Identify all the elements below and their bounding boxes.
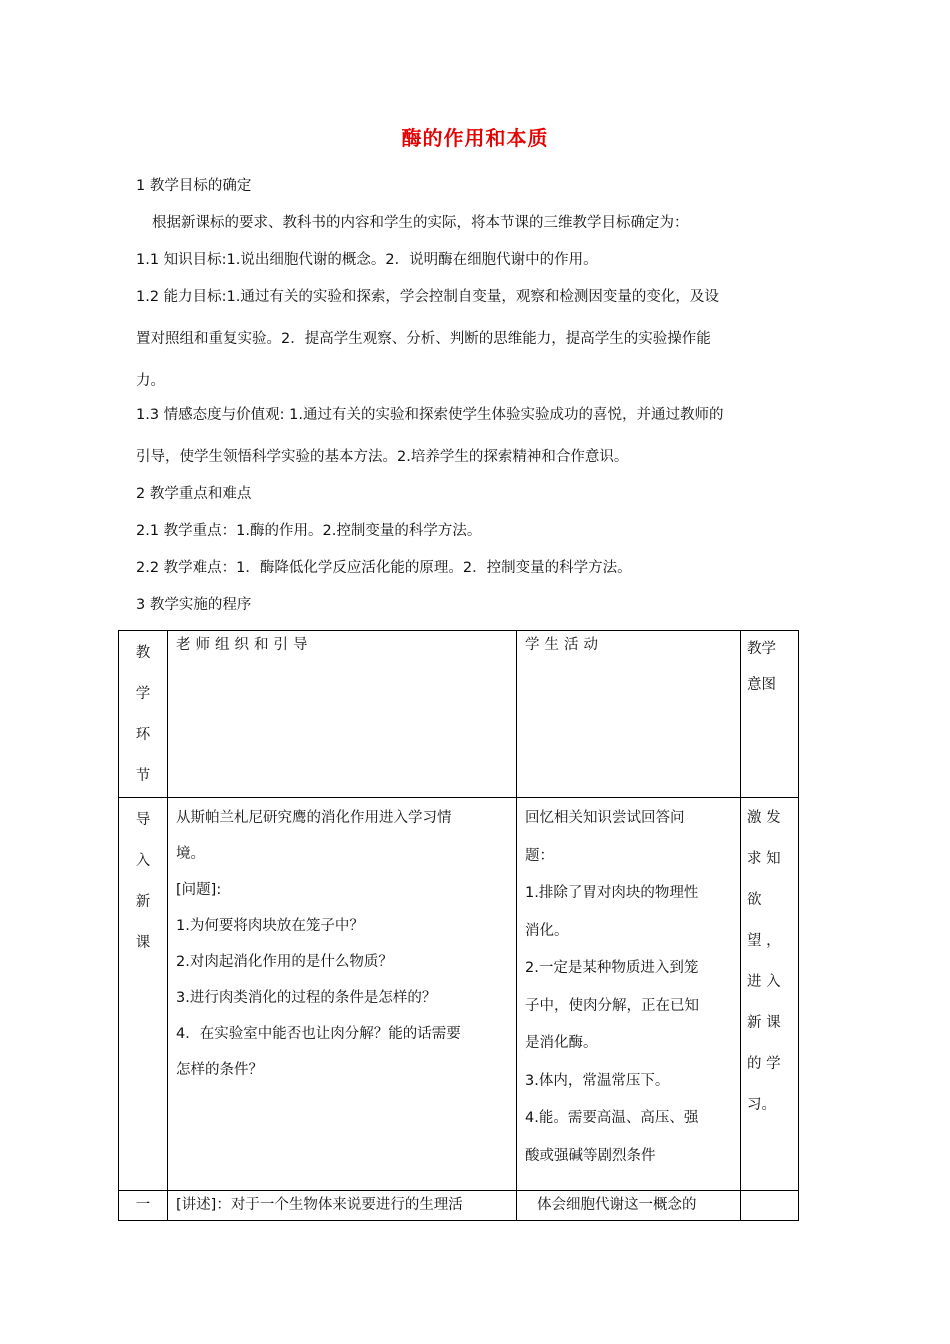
purpose-line: 习。 [747,1097,776,1113]
key-point: 2.1 教学重点：1.酶的作用。2.控制变量的科学方法。 [136,523,482,539]
teacher-line: 怎样的条件？ [176,1062,263,1078]
student-line: 消化。 [525,922,569,939]
student-cell [517,1191,741,1221]
student-line: 体会细胞代谢这一概念的 [537,1197,697,1213]
header-purpose-line: 意图 [747,677,776,693]
stage-char: 课 [135,935,151,951]
student-line: 酸或强碱等剧烈条件 [525,1147,656,1164]
student-line: 回忆相关知识尝试回答问 [525,810,685,826]
document-title: 酶的作用和本质 [401,126,549,150]
teacher-cell [168,1191,517,1221]
student-line: 2.一定是某种物质进入到笼 [525,960,699,976]
purpose-line: 的 学 [747,1056,781,1072]
emotion-goal-line-1: 1.3 情感态度与价值观: 1.通过有关的实验和探索使学生体验实验成功的喜悦，并通过教师的 [136,407,724,423]
teacher-line: [问题]: [176,882,222,898]
purpose-line: 求 知 [747,851,781,867]
stage-char: 入 [135,853,151,869]
procedure-table [118,630,799,1221]
purpose-line: 激 发 [747,810,781,826]
header-student-label: 学生活动 [525,637,603,653]
intro-paragraph: 根据新课标的要求、教科书的内容和学生的实际，将本节课的三维教学目标确定为： [152,215,689,231]
header-teacher-cell [168,631,517,798]
teacher-line: 2.对肉起消化作用的是什么物质？ [176,954,393,970]
emotion-goal-line-2: 引导，使学生领悟科学实验的基本方法。2.培养学生的探索精神和合作意识。 [136,449,629,465]
teacher-line: [讲述]：对于一个生物体来说要进行的生理活 [176,1197,463,1213]
student-line: 子中，使肉分解，正在已知 [525,997,699,1014]
section-heading-1: 1 教学目标的确定 [136,178,252,194]
student-line: 4.能。需要高温、高压、强 [525,1110,699,1126]
teacher-cell [168,798,517,1191]
section-heading-3: 3 教学实施的程序 [136,597,252,613]
table-row-next [119,1191,799,1221]
purpose-line: 欲 [747,892,762,908]
stage-cell [119,798,168,1191]
purpose-cell [741,798,799,1191]
teacher-line: 境。 [176,846,205,862]
student-line: 题： [525,847,554,864]
stage-char: 导 [135,812,151,828]
purpose-line: 新 课 [747,1015,781,1031]
purpose-line: 望 ， [747,933,781,949]
difficult-point: 2.2 教学难点：1．酶降低化学反应活化能的原理。2．控制变量的科学方法。 [136,560,632,576]
header-stage-char: 节 [135,768,151,784]
header-purpose-cell [741,631,799,798]
header-teacher-label: 老师组织和引导 [176,637,313,653]
teacher-line: 4．在实验室中能否也让肉分解？能的话需要 [176,1026,461,1042]
teacher-line: 3.进行肉类消化的过程的条件是怎样的？ [176,990,437,1006]
purpose-line [741,1191,798,1193]
ability-goal-line-2: 置对照组和重复实验。2．提高学生观察、分析、判断的思维能力，提高学生的实验操作能 [136,331,711,347]
header-purpose-line: 教学 [747,641,776,657]
ability-goal-line-3: 力。 [136,373,165,389]
header-stage-char: 教 [135,645,151,661]
stage-cell [119,1191,168,1221]
teacher-line: 从斯帕兰札尼研究鹰的消化作用进入学习情 [176,810,452,826]
section-heading-2: 2 教学重点和难点 [136,486,252,502]
stage-char: 新 [135,894,151,910]
header-stage-char: 学 [135,686,151,702]
ability-goal-line-1: 1.2 能力目标:1.通过有关的实验和探索，学会控制自变量，观察和检测因变量的变化，及设 [136,289,719,305]
header-student-cell [517,631,741,798]
header-stage-char: 环 [135,727,151,743]
stage-char: 一 [135,1197,151,1213]
purpose-line: 进 入 [747,974,781,990]
student-line: 3.体内，常温常压下。 [525,1072,670,1089]
student-line: 是消化酶。 [525,1035,598,1051]
teacher-line: 1.为何要将肉块放在笼子中？ [176,918,364,934]
header-stage-cell [119,631,168,798]
knowledge-goal: 1.1 知识目标:1.说出细胞代谢的概念。2．说明酶在细胞代谢中的作用。 [136,252,598,268]
student-cell [517,798,741,1191]
table-header-row [119,631,799,798]
purpose-cell [741,1191,799,1221]
student-line: 1.排除了胃对肉块的物理性 [525,885,699,901]
table-row-intro [119,798,799,1191]
